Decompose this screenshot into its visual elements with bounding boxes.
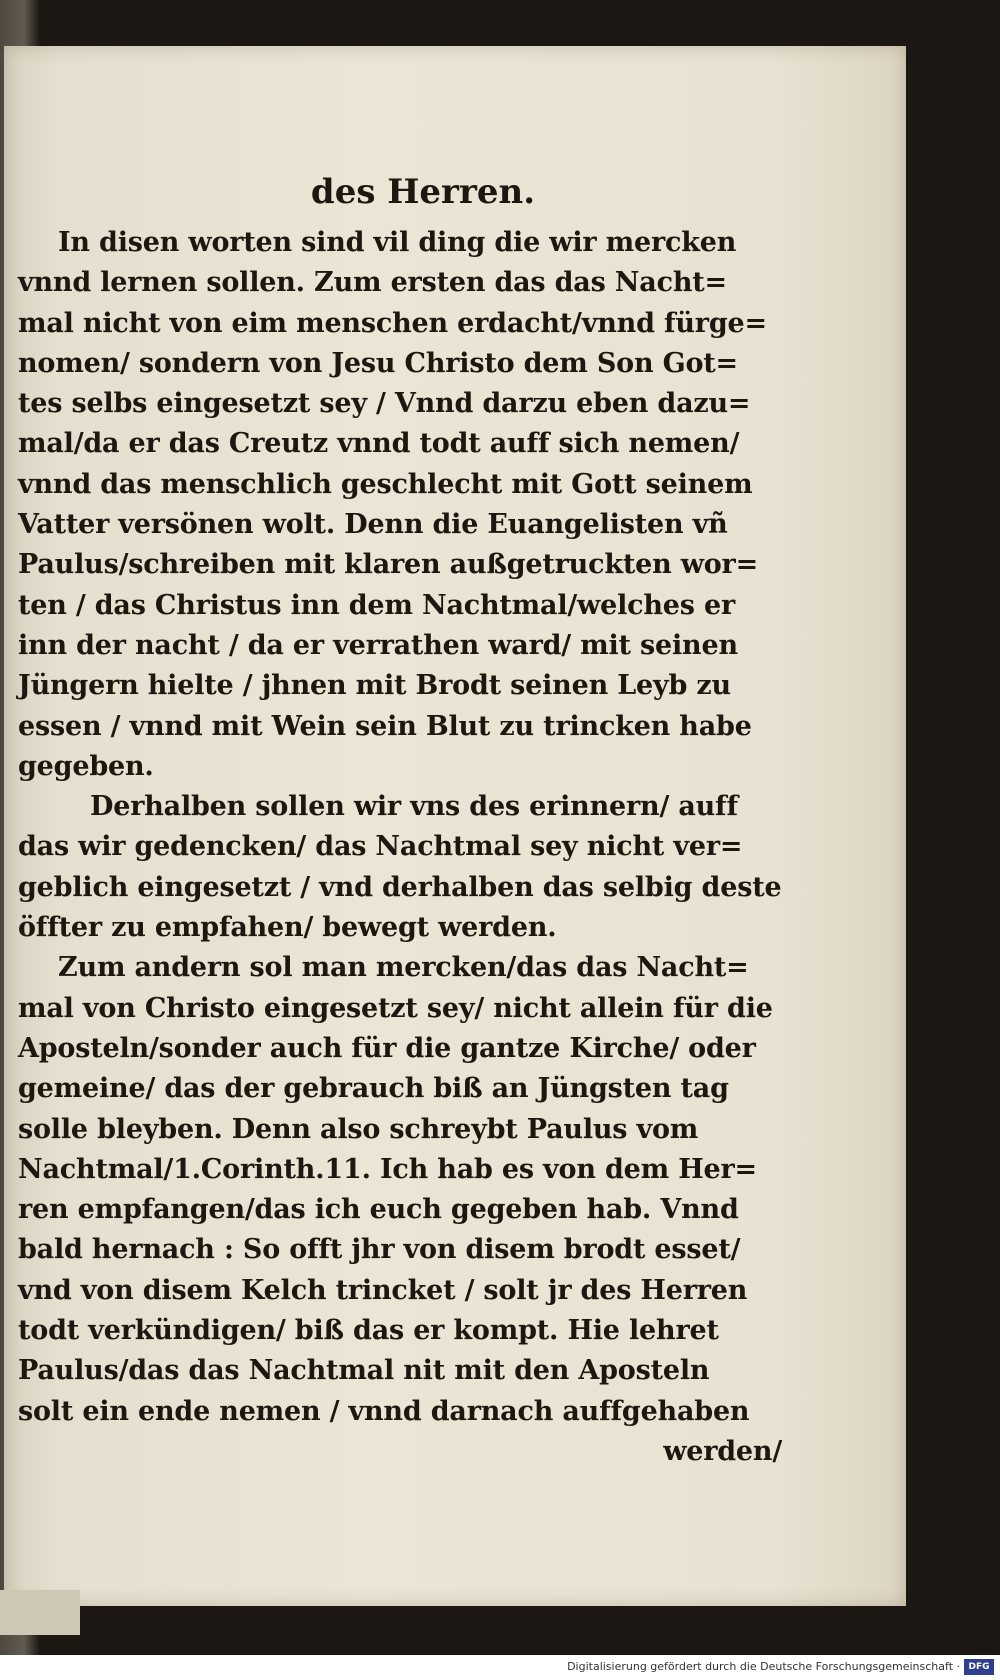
page-edge-block bbox=[0, 1590, 80, 1635]
text-line: Paulus/schreiben mit klaren außgetruckten wor= bbox=[18, 549, 759, 581]
text-line: geblich eingesetzt / vnd derhalben das selbig deste bbox=[18, 871, 782, 903]
text-line: todt verkündigen/ biß das er kompt. Hie lehret bbox=[18, 1315, 719, 1347]
page-text bbox=[18, 161, 788, 1472]
text-line: Derhalben sollen wir vns des erinnern/ auff bbox=[90, 791, 738, 823]
text-line: mal nicht von eim menschen erdacht/vnnd fürge= bbox=[18, 307, 767, 339]
catchword: werden/ bbox=[663, 1435, 782, 1467]
text-line: das wir gedencken/ das Nachtmal sey nicht ver= bbox=[18, 831, 743, 863]
text-line: essen / vnnd mit Wein sein Blut zu trincken habe bbox=[18, 710, 752, 742]
body-text bbox=[18, 223, 788, 1472]
text-line: ten / das Christus inn dem Nachtmal/welches er bbox=[18, 589, 735, 621]
text-line: solle bleyben. Denn also schreybt Paulus vom bbox=[18, 1113, 699, 1145]
digitization-footer bbox=[0, 1655, 1000, 1680]
text-line: Paulus/das das Nachtmal nit mit den Aposteln bbox=[18, 1355, 710, 1387]
funding-credit: Digitalisierung gefördert durch die Deutsche Forschungsgemeinschaft · bbox=[567, 1660, 960, 1673]
text-line: vnnd das menschlich geschlecht mit Gott seinem bbox=[18, 468, 753, 500]
running-header: des Herren. bbox=[310, 172, 536, 212]
text-line: Vatter versönen wolt. Denn die Euangelisten vñ bbox=[18, 509, 728, 541]
text-line: Zum andern sol man mercken/das das Nacht= bbox=[58, 952, 749, 984]
text-line: Jüngern hielte / jhnen mit Brodt seinen Leyb zu bbox=[18, 670, 731, 702]
text-line: vnnd lernen sollen. Zum ersten das das Nacht= bbox=[18, 267, 727, 299]
text-line: solt ein ende nemen / vnnd darnach auffgehaben bbox=[18, 1395, 750, 1427]
text-line: gemeine/ das der gebrauch biß an Jüngsten tag bbox=[18, 1073, 729, 1105]
dfg-logo-icon: DFG bbox=[964, 1659, 994, 1675]
text-line: mal von Christo eingesetzt sey/ nicht allein für die bbox=[18, 992, 773, 1024]
text-line: nomen/ sondern von Jesu Christo dem Son Got= bbox=[18, 347, 738, 379]
text-line: tes selbs eingesetzt sey / Vnnd darzu eben dazu= bbox=[18, 388, 751, 420]
text-line: mal/da er das Creutz vnnd todt auff sich nemen/ bbox=[18, 428, 740, 460]
text-line: gegeben. bbox=[18, 750, 154, 782]
book-page bbox=[4, 46, 906, 1606]
text-line: vnd von disem Kelch trincket / solt jr des Herren bbox=[18, 1274, 748, 1306]
text-line: Nachtmal/1.Corinth.11. Ich hab es von dem Her= bbox=[18, 1153, 757, 1185]
text-line: öffter zu empfahen/ bewegt werden. bbox=[18, 912, 557, 944]
text-line: In disen worten sind vil ding die wir mercken bbox=[58, 227, 737, 258]
text-line: Aposteln/sonder auch für die gantze Kirche/ oder bbox=[18, 1032, 756, 1064]
text-line: bald hernach : So offt jhr von disem brodt esset/ bbox=[18, 1234, 741, 1266]
text-line: inn der nacht / da er verrathen ward/ mit seinen bbox=[18, 629, 738, 661]
text-line: ren empfangen/das ich euch gegeben hab. Vnnd bbox=[18, 1194, 739, 1226]
